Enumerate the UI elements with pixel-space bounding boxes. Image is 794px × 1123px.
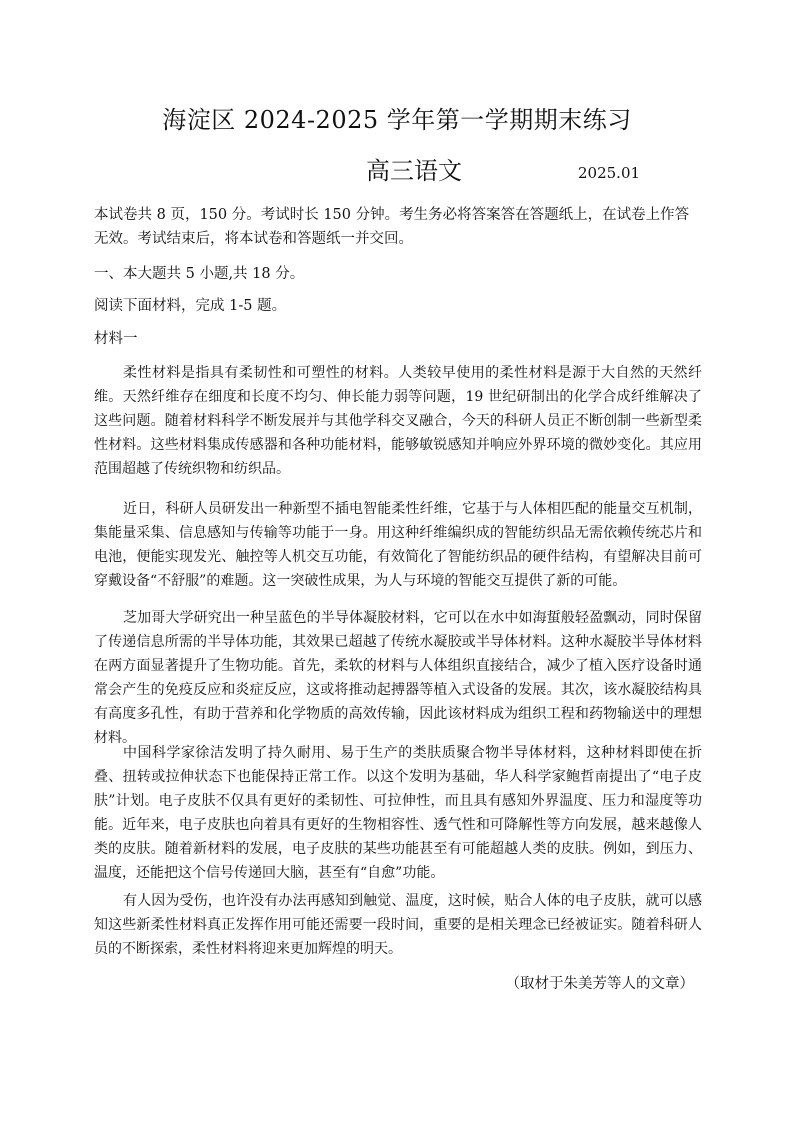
material-paragraph: 有人因为受伤，也许没有办法再感知到触觉、温度，这时候，贴合人体的电子皮肤，就可以感知这些新柔性材料真正发挥作用可能还需要一段时间，重要的是相关理念已经被证实。随着科研人员的不断探索，柔性材料将迎来更加辉煌的明天。 (94, 893, 702, 957)
exam-subject: 高三语文 (366, 157, 462, 185)
section-prompt: 阅读下面材料，完成 1-5 题。 (94, 298, 287, 314)
section-heading: 一、本大题共 5 小题,共 18 分。 (94, 266, 305, 282)
exam-date: 2025.01 (578, 164, 641, 182)
material-paragraph: 柔性材料是指具有柔韧性和可塑性的材料。人类较早使用的柔性材料是源于大自然的天然纤维。天然纤维存在细度和长度不均匀、伸长能力弱等问题，19 世纪研制出的化学合成纤维解决了这些问题。随着材料科学不断发展并与其他学科交叉融合，今天的科研人员正不断创制一些新型柔性材料。这些材料集成传感器和各种功能材料，能够敏锐感知并响应外界环境的微妙变化。其应用范围超越了传统织物和纺织品。 (94, 365, 702, 477)
material-paragraph: 芝加哥大学研究出一种呈蓝色的半导体凝胶材料，它可以在水中如海蜇般轻盈飘动，同时保留了传递信息所需的半导体功能，其效果已超越了传统水凝胶或半导体材料。这种水凝胶半导体材料在两方面显著提升了生物功能。首先，柔软的材料与人体组织直接结合，减少了植入医疗设备时通常会产生的免疫反应和炎症反应，这或将推动起搏器等植入式设备的发展。其次，该水凝胶结构具有高度多孔性，有助于营养和化学物质的高效传输，因此该材料成为组织工程和药物输送中的理想材料。 (94, 610, 702, 746)
material-paragraph: 中国科学家徐洁发明了持久耐用、易于生产的类肤质聚合物半导体材料，这种材料即使在折叠、扭转或拉伸状态下也能保持正常工作。以这个发明为基础，华人科学家鲍哲南提出了“电子皮肤”计划。电子皮肤不仅具有更好的柔韧性、可拉伸性，而且具有感知外界温度、压力和湿度等功能。近年来，电子皮肤也向着具有更好的生物相容性、透气性和可降解性等方向发展，越来越像人类的皮肤。随着新材料的发展，电子皮肤的某些功能甚至有可能超越人类的皮肤。例如，到压力、温度，还能把这个信号传递回大脑，甚至有“自愈”功能。 (94, 745, 702, 881)
material-label: 材料一 (94, 331, 138, 347)
source-citation: （取材于朱美芳等人的文章） (505, 976, 694, 992)
exam-instructions: 本试卷共 8 页，150 分。考试时长 150 分钟。考生务必将答案答在答题纸上，在试卷上作答无效。考试结束后，将本试卷和答题纸一并交回。 (94, 207, 690, 247)
material-paragraph: 近日，科研人员研发出一种新型不插电智能柔性纤维，它基于与人体相匹配的能量交互机制，集能量采集、信息感知与传输等功能于一身。用这种纤维编织成的智能纺织品无需依赖传统芯片和电池，便能实现发光、触控等人机交互功能，有效简化了智能纺织品的硬件结构，有望解决目前可穿戴设备“不舒服”的难题。这一突破性成果，为人与环境的智能交互提供了新的可能。 (94, 501, 702, 589)
exam-title: 海淀区 2024-2025 学年第一学期期末练习 (162, 106, 632, 134)
